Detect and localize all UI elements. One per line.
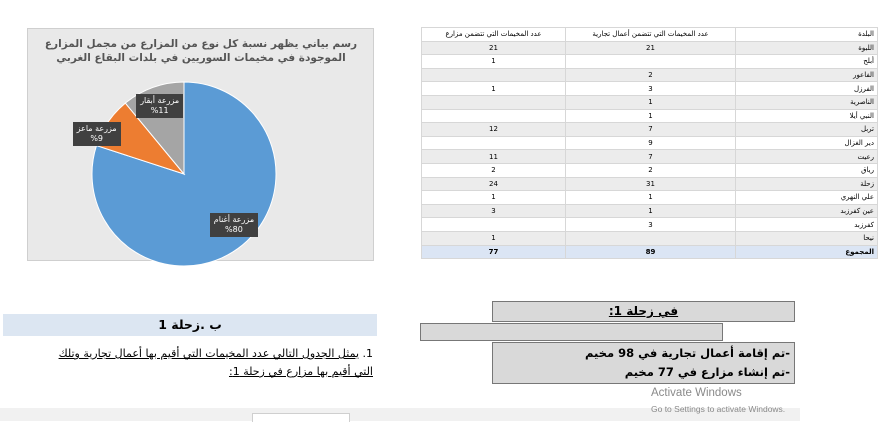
findings-box [492, 342, 795, 384]
right-heading-text: في زحلة 1: [608, 304, 679, 318]
cell-region: علي النهري [736, 191, 878, 205]
pie-chart-panel [27, 28, 374, 261]
cell-region: رياق [736, 163, 878, 177]
activation-watermark-title: Activate Windows [651, 387, 742, 399]
header-region: البلدة [736, 28, 878, 42]
total-farms: 77 [422, 245, 566, 259]
total-region: المجموع [736, 245, 878, 259]
cell-region: نيحا [736, 231, 878, 245]
cell-commercial: 1 [566, 95, 736, 109]
cell-farms: 1 [422, 82, 566, 96]
activation-watermark-subtitle: Go to Settings to activate Windows. [651, 404, 786, 414]
table-row [422, 204, 878, 218]
cell-farms [422, 136, 566, 150]
right-section-heading [492, 301, 795, 322]
table-row [422, 95, 878, 109]
paragraph-part-1: يمثل الجدول التالي عدد المخيمات التي أقيم بها أعمال تجارية وتلك [58, 347, 359, 360]
pie-slice-name: مزرعة أبقار [140, 96, 180, 106]
table-header-row [422, 28, 878, 42]
pie-slice-name: مزرعة ماعز [76, 123, 117, 133]
page-edge [252, 413, 350, 422]
cell-region: كفرزبد [736, 218, 878, 232]
pie-slice-label-0 [210, 213, 258, 237]
cell-farms: 1 [422, 55, 566, 69]
table-row [422, 68, 878, 82]
table-row [422, 231, 878, 245]
camps-table [421, 27, 878, 259]
cell-region: دير الغزال [736, 136, 878, 150]
cell-region: أبلح [736, 55, 878, 69]
cell-commercial [566, 231, 736, 245]
cell-commercial: 2 [566, 163, 736, 177]
cell-farms: 21 [422, 41, 566, 55]
pie-slice-label-2 [136, 94, 183, 118]
list-number: 1. [362, 347, 373, 360]
cell-region: الفرزل [736, 82, 878, 96]
total-commercial: 89 [566, 245, 736, 259]
table-row [422, 41, 878, 55]
cell-farms [422, 68, 566, 82]
cell-commercial: 31 [566, 177, 736, 191]
cell-commercial: 7 [566, 123, 736, 137]
cell-farms [422, 218, 566, 232]
cell-region: الناصرية [736, 95, 878, 109]
table-row [422, 82, 878, 96]
table-row [422, 177, 878, 191]
cell-region: رعيت [736, 150, 878, 164]
empty-bar [420, 323, 723, 341]
cell-commercial: 2 [566, 68, 736, 82]
cell-commercial: 7 [566, 150, 736, 164]
table-row [422, 191, 878, 205]
pie-slice-value: %9 [90, 133, 104, 143]
table-row [422, 109, 878, 123]
table-row [422, 123, 878, 137]
cell-commercial: 3 [566, 82, 736, 96]
cell-commercial: 1 [566, 109, 736, 123]
cell-farms: 24 [422, 177, 566, 191]
cell-farms: 3 [422, 204, 566, 218]
pie-slice-value: %80 [225, 224, 243, 234]
pie-slice-label-1 [73, 122, 121, 146]
table-row [422, 136, 878, 150]
cell-commercial: 3 [566, 218, 736, 232]
chart-title-line-2: الموجودة في مخيمات السوريين في بلدات البقاع الغربي [56, 52, 346, 64]
cell-farms: 1 [422, 191, 566, 205]
section-heading: ب .زحلة 1 [3, 314, 377, 336]
cell-region: زحلة [736, 177, 878, 191]
cell-commercial: 1 [566, 204, 736, 218]
cell-commercial: 1 [566, 191, 736, 205]
cell-farms [422, 95, 566, 109]
table-row [422, 55, 878, 69]
cell-farms: 1 [422, 231, 566, 245]
section-paragraph [45, 345, 373, 381]
finding-commercial: -تم إقامة أعمال تجارية في 98 مخيم [585, 346, 790, 360]
cell-farms: 11 [422, 150, 566, 164]
cell-region: اللبوة [736, 41, 878, 55]
paragraph-part-2: التي أقيم بها مزارع في زحلة 1: [228, 365, 373, 378]
table-row [422, 150, 878, 164]
pie-slice-name: مزرعة أغنام [213, 214, 255, 224]
pie-slice-value: %11 [150, 106, 169, 116]
cell-region: عين كفرزبد [736, 204, 878, 218]
cell-region: النبي أيلا [736, 109, 878, 123]
header-farms: عدد المخيمات التي تتضمن مزارع [422, 28, 566, 42]
chart-title-line-1: رسم بياني يظهر نسبة كل نوع من المزارع من مجمل المزارع [44, 38, 358, 50]
header-commercial: عدد المخيمات التي تتضمن أعمال تجارية [566, 28, 736, 42]
table-total-row [422, 245, 878, 259]
table-row [422, 163, 878, 177]
finding-farms: -تم إنشاء مزارع في 77 مخيم [624, 365, 790, 379]
cell-commercial [566, 55, 736, 69]
cell-commercial: 9 [566, 136, 736, 150]
cell-farms [422, 109, 566, 123]
table-row [422, 218, 878, 232]
cell-farms: 12 [422, 123, 566, 137]
cell-farms: 2 [422, 163, 566, 177]
cell-region: الفاعور [736, 68, 878, 82]
cell-region: تربل [736, 123, 878, 137]
cell-commercial: 21 [566, 41, 736, 55]
